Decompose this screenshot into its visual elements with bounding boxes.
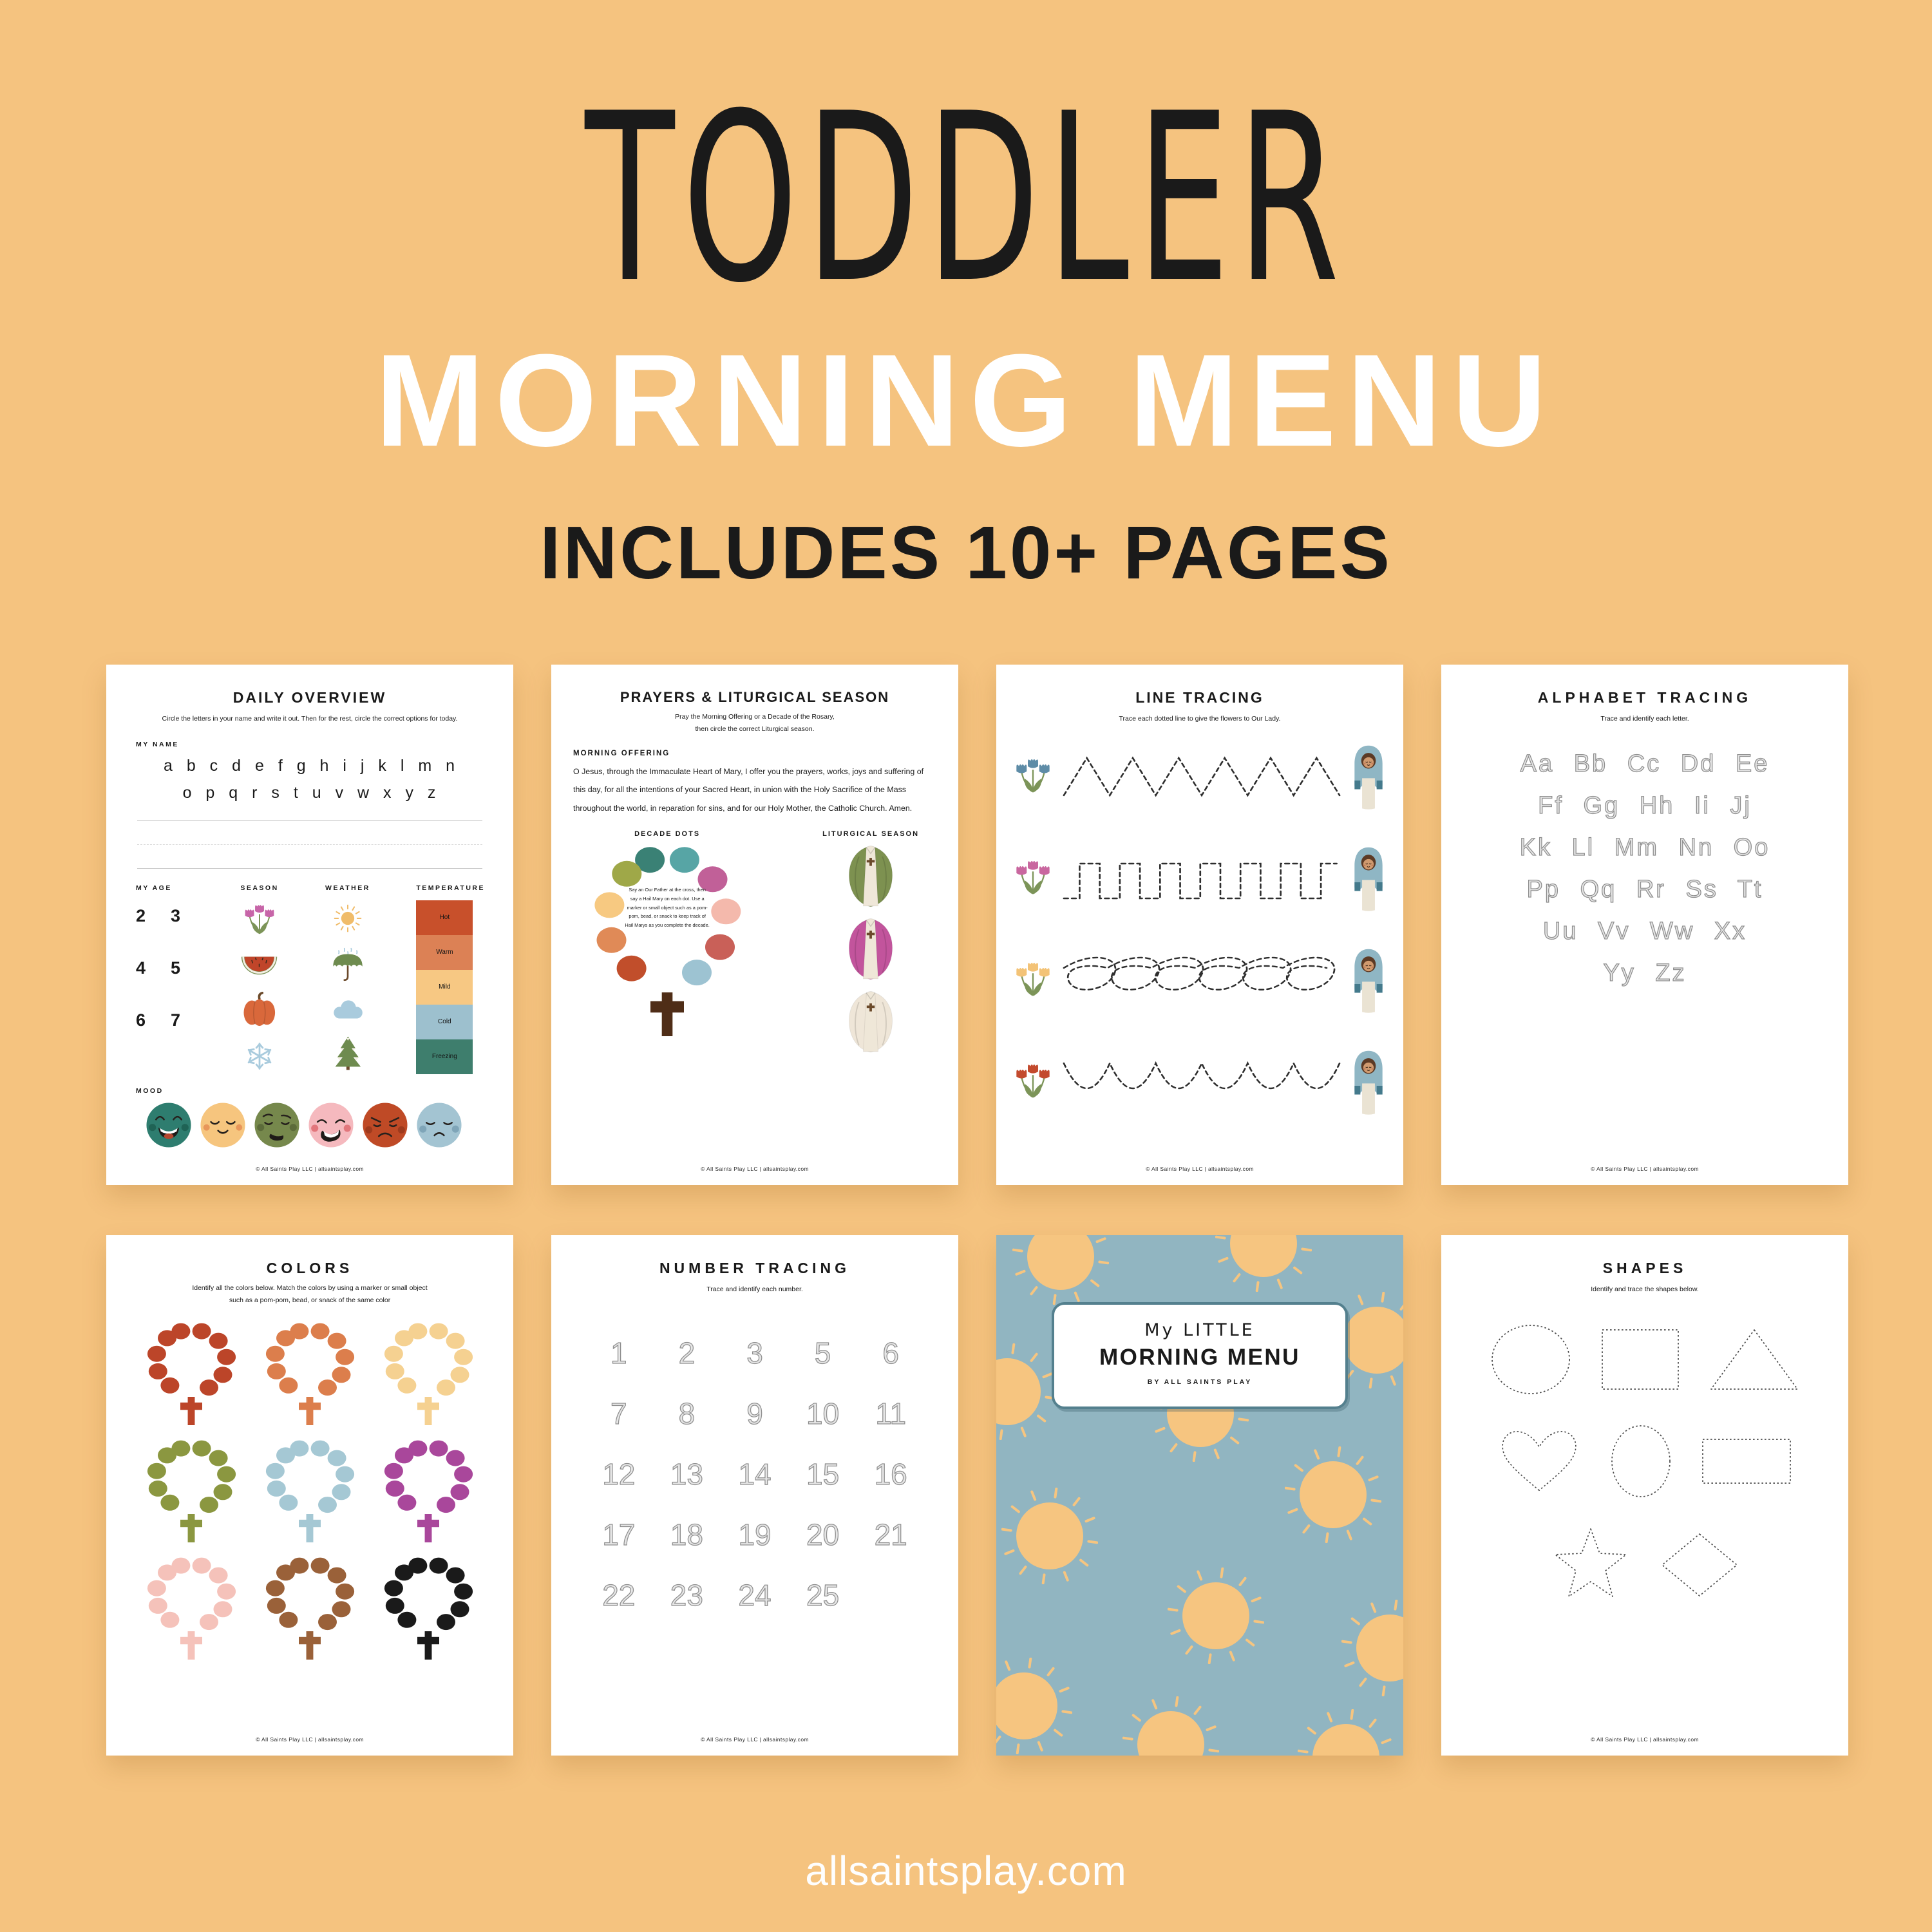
mood-crying-icon [307,1101,355,1149]
vestment-icon [841,917,900,981]
alphabet-trace-row: Yy Zz [1603,959,1687,987]
weather-label: WEATHER [325,884,370,892]
temperature-band: Mild [416,970,473,1005]
trace-number: 7 [611,1396,627,1430]
writing-line-dashed [137,844,482,845]
temperature-band: Hot [416,900,473,935]
writing-line [137,820,482,821]
sheet-footer: © All Saints Play LLC | allsaintsplay.com [701,1166,809,1172]
worksheet-line-tracing [996,665,1403,1185]
trace-number: 3 [746,1336,763,1370]
trace-number: 14 [738,1457,772,1491]
trace-number: 12 [602,1457,636,1491]
cover-line1: My LITTLE [1144,1320,1255,1340]
age-options [136,906,194,1030]
rosary-decade [258,1320,361,1426]
sun-icon [1341,1600,1403,1696]
morning-offering-prayer: O Jesus, through the Immaculate Heart of Mary, I offer you the prayers, works, joys and suffering of this day, for all the intentions of your Sacred Heart, in union with the Holy Sacrifice of the Mass throughout the world, in reparation for sins, and for our Holy Mother, the Catholic Church. Amen. [573,766,924,813]
trace-number: 24 [738,1578,772,1612]
temperature-column [416,884,485,1074]
mood-angry-icon [361,1101,409,1149]
sun-icon [332,902,364,934]
alphabet-trace-row: Aa Bb Cc Dd Ee [1520,750,1770,777]
our-lady-icon [1350,948,1387,1013]
sheet-subtitle: Identify and trace the shapes below. [1591,1285,1699,1293]
age-option: 5 [171,958,181,978]
umbrella-icon [330,947,366,983]
decade-note: Say an Our Father at the cross, then say a Hail Mary on each dot. Use a marker or small object such as a pom-pom, bead, or snack to keep track of Hail Marys as you complete the decade. [625,887,710,929]
trace-number: 1 [611,1336,627,1370]
temperature-band: Cold [416,1005,473,1039]
sheet-footer: © All Saints Play LLC | allsaintsplay.com [701,1736,809,1743]
sheet-subtitle: Trace and identify each letter. [1600,715,1689,723]
worksheet-grid [106,665,1848,1756]
sheet-footer: © All Saints Play LLC | allsaintsplay.com [256,1736,364,1743]
alphabet-trace-row: Ff Gg Hh Ii Jj [1538,791,1752,819]
cover-byline: BY ALL SAINTS PLAY [1147,1378,1253,1386]
mood-faces [145,1101,513,1149]
shape-heart [1497,1427,1581,1495]
rosary-decade [377,1554,480,1661]
tracing-row [1013,1032,1387,1133]
shape-star [1550,1526,1631,1604]
sun-icon [996,1343,1056,1440]
temperature-band: Freezing [416,1039,473,1074]
shape-circle [1490,1323,1572,1396]
trace-number: 25 [806,1578,840,1612]
tulips-icon [1013,858,1053,900]
sheet-subtitle [126,1282,494,1307]
mood-sad-icon [415,1101,463,1149]
rosary-grid [132,1320,488,1661]
liturgical-season-column [783,830,958,1054]
decade-dots-column [551,830,783,1054]
sheet-title: SHAPES [1602,1260,1687,1276]
temperature-scale [416,900,473,1074]
mood-laughing-icon [145,1101,193,1149]
mood-worried-icon [253,1101,301,1149]
rosary-decade [140,1320,243,1426]
rosary-decade [140,1437,243,1544]
trace-number: 10 [806,1396,840,1430]
trace-path-wave [1058,1053,1345,1112]
season-column [240,884,279,1074]
subtitle-line: then circle the correct Liturgical season. [695,724,815,733]
tulips-icon [1013,960,1053,1002]
trace-number: 13 [670,1457,703,1491]
sheet-title: DAILY OVERVIEW [232,689,387,706]
decade-dots-label: DECADE DOTS [634,830,701,838]
tracing-row [1013,828,1387,930]
sun-icon [1012,1235,1109,1305]
shape-rectangle [1701,1437,1792,1485]
trace-path-loops [1058,951,1345,1010]
number-trace-grid [585,1323,925,1625]
subtitle-line: Pray the Morning Offering or a Decade of the Rosary, [675,713,835,721]
product-title: TODDLER [585,62,1347,334]
sheet-footer: © All Saints Play LLC | allsaintsplay.com [256,1166,364,1172]
trace-number: 11 [875,1396,907,1430]
daily-options-columns [136,884,485,1074]
tulips-icon [1013,756,1053,799]
sheet-title: ALPHABET TRACING [1537,689,1752,706]
shape-row [1441,1423,1848,1499]
sheet-title: COLORS [266,1260,354,1276]
sheet-subtitle: Trace and identify each number. [706,1285,803,1293]
trace-number: 16 [874,1457,907,1491]
alphabet-trace-row: Pp Qq Rr Ss Tt [1526,875,1763,903]
season-label: SEASON [240,884,279,892]
age-option: 4 [136,958,146,978]
my-age-label: MY AGE [136,884,172,892]
decade-dots-rosary [587,843,748,1041]
worksheet-colors [106,1235,513,1756]
vestment-icons [783,844,958,1054]
sheet-title: NUMBER TRACING [659,1260,851,1276]
trace-number: 17 [602,1517,636,1551]
shape-square [1600,1328,1680,1391]
prayer-columns [551,830,958,1054]
weather-icons [325,902,370,1071]
age-option: 3 [171,905,181,925]
shape-rows [1441,1323,1848,1604]
worksheet-number-tracing [551,1235,958,1756]
trace-number: 15 [806,1457,840,1491]
alphabet-row: a b c d e f g h i j k l m n [163,756,457,775]
sun-icon [1215,1235,1312,1292]
sun-icon [1285,1446,1381,1543]
tulips-icon [1013,1061,1053,1104]
trace-number: 22 [602,1578,636,1612]
temperature-label: TEMPERATURE [416,884,485,892]
vestment-icon [841,844,900,909]
our-lady-icon [1350,744,1387,810]
our-lady-icon [1350,846,1387,911]
sheet-footer: © All Saints Play LLC | allsaintsplay.com [1591,1736,1699,1743]
worksheet-prayers-liturgical [551,665,958,1185]
snowflake-icon [243,1039,276,1073]
cover-line2: MORNING MENU [1099,1345,1300,1370]
product-tagline: INCLUDES 10+ PAGES [540,511,1392,594]
trace-number: 20 [806,1517,840,1551]
tracing-row [1013,726,1387,828]
trace-number: 2 [678,1336,696,1370]
tracing-row [1013,930,1387,1032]
shape-oval [1609,1423,1672,1499]
sheet-footer: © All Saints Play LLC | allsaintsplay.com [1591,1166,1699,1172]
worksheet-alphabet-tracing [1441,665,1848,1185]
temperature-band: Warm [416,935,473,970]
shape-diamond [1660,1531,1739,1598]
writing-lines [137,820,482,869]
sheet-subtitle: Circle the letters in your name and write it out. Then for the rest, circle the correct options for today. [162,715,458,723]
sheet-subtitle: Trace each dotted line to give the flowers to Our Lady. [1119,715,1281,723]
rosary-decade [258,1554,361,1661]
rosary-decade [258,1437,361,1544]
trace-number: 23 [670,1578,703,1612]
rosary-decade [377,1437,480,1544]
worksheet-shapes [1441,1235,1848,1756]
age-column [136,884,194,1074]
shape-row [1441,1323,1848,1396]
sun-icon [996,1658,1072,1754]
trace-number: 5 [814,1336,831,1370]
sheet-title: PRAYERS & LITURGICAL SEASON [620,689,890,705]
sun-icon [1122,1696,1219,1756]
weather-column [325,884,370,1074]
worksheet-daily-overview [106,665,513,1185]
our-lady-icon [1350,1050,1387,1115]
sun-icon [1298,1709,1394,1756]
pine-tree-icon [331,1035,365,1071]
mood-content-icon [199,1101,247,1149]
vestment-icon [841,990,900,1054]
sheet-subtitle [571,711,939,735]
cover-title-card [1052,1302,1348,1409]
season-icons [240,902,279,1073]
sun-icon [1168,1567,1264,1664]
trace-path-zigzag [1058,748,1345,807]
rosary-decade [587,843,748,1037]
pumpkin-icon [241,992,278,1027]
tracing-rows [996,726,1403,1133]
rosary-decade [140,1554,243,1661]
rosary-decade [377,1320,480,1426]
morning-offering-label: MORNING OFFERING [573,749,670,757]
mood-label: MOOD [136,1086,164,1095]
sheet-title: LINE TRACING [1135,689,1264,706]
age-option: 7 [171,1010,181,1030]
subtitle-line: Identify all the colors below. Match the colors by using a marker or small object [192,1284,428,1292]
trace-number: 21 [874,1517,907,1551]
shape-row [1441,1526,1848,1604]
sun-icon [1001,1488,1098,1584]
tulips-icon [242,902,277,939]
subtitle-line: such as a pom-pom, bead, or snack of the same color [229,1296,391,1304]
my-name-label: MY NAME [136,740,179,748]
trace-number: 6 [882,1336,899,1370]
writing-line [137,868,482,869]
cover-page [996,1235,1403,1756]
cloud-icon [329,996,366,1022]
age-option: 6 [136,1010,146,1030]
trace-number: 9 [746,1396,763,1430]
age-option: 2 [136,905,146,925]
alphabet-trace-rows [1441,743,1848,994]
trace-path-square-wave [1058,849,1345,909]
trace-number: 19 [738,1517,772,1551]
site-url: allsaintsplay.com [805,1848,1127,1894]
trace-number: 8 [678,1396,696,1430]
shape-triangle [1709,1327,1800,1392]
alphabet-trace-row: Uu Vv Ww Xx [1542,917,1747,945]
watermelon-icon [240,952,279,979]
sheet-footer: © All Saints Play LLC | allsaintsplay.com [1146,1166,1254,1172]
trace-number: 18 [670,1517,703,1551]
liturgical-season-label: LITURGICAL SEASON [822,830,920,838]
alphabet-row: o p q r s t u v w x y z [182,783,437,802]
alphabet-trace-row: Kk Ll Mm Nn Oo [1519,833,1770,861]
product-subtitle: MORNING MENU [375,327,1557,474]
